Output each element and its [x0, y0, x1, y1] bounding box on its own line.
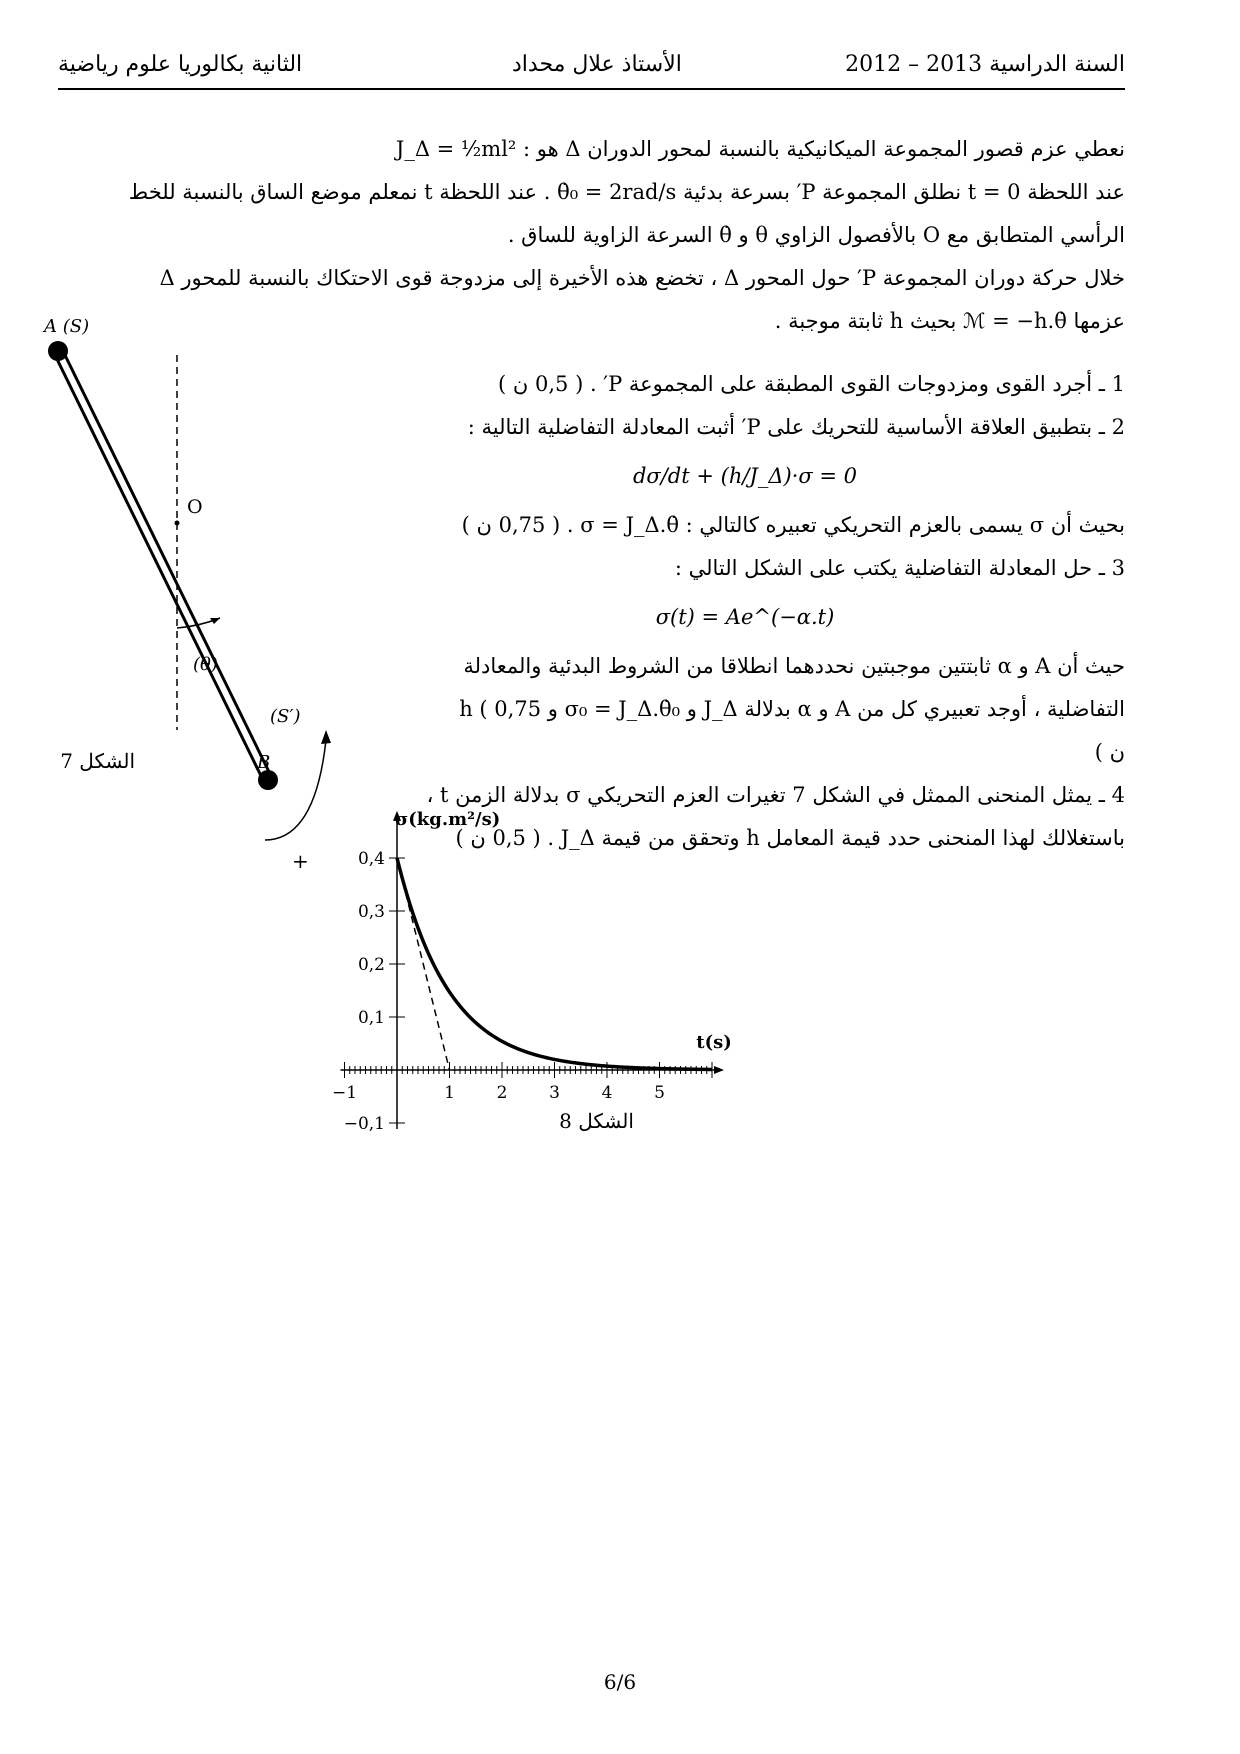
question-3-line-1: حيث أن A و α ثابتتين موجبتين نحددهما انطلاقا من الشروط البدئية والمعادلة [463, 654, 1125, 678]
sigma-curve [397, 858, 712, 1069]
label-plus: + [292, 849, 309, 873]
question-3-line-3: ن ) [1094, 740, 1125, 764]
y-tick-label: 0,4 [357, 849, 385, 869]
question-2: 2 ـ بتطبيق العلاقة الأساسية للتحريك على P′ أثبت المعادلة التفاضلية التالية : [467, 415, 1125, 439]
mass-A [48, 341, 68, 361]
y-axis-label: σ(kg.m²/s) [395, 808, 501, 830]
x-tick-label: 5 [654, 1083, 665, 1103]
label-S-prime: (S′) [270, 706, 301, 727]
x-tick-label: 2 [496, 1083, 508, 1103]
x-tick-label: 3 [549, 1083, 560, 1103]
intro-line-3: الرأسي المتطابق مع O بالأفصول الزاوي θ و θ̇ السرعة الزاوية للساق . [507, 223, 1125, 247]
questions-block [365, 363, 1125, 860]
figure-7-rod-diagram [40, 310, 380, 900]
page-number: 6/6 [603, 1670, 637, 1694]
question-3: 3 ـ حل المعادلة التفاضلية يكتب على الشكل التالي : [674, 556, 1125, 580]
pivot-O [175, 521, 180, 526]
label-A: A (S) [44, 316, 90, 337]
intro-line-5: عزمها ℳ = −h.θ̇ بحيث h ثابتة موجبة . [774, 309, 1125, 333]
question-4-line-2: باستغلالك لهذا المنحنى حدد قيمة المعامل h وتحقق من قيمة J_Δ . ( 0,5 ن ) [455, 826, 1125, 850]
header-class-label: الثانية بكالوريا علوم رياضية [58, 52, 303, 77]
header-school-year: السنة الدراسية 2013 – 2012 [845, 52, 1125, 77]
rotation-arrowhead [321, 730, 331, 744]
x-tick-label: 4 [601, 1083, 613, 1103]
label-theta: (θ) [193, 654, 218, 675]
header-teacher-name: الأستاذ علال محداد [512, 52, 682, 77]
y-tick-label: 0,3 [357, 902, 385, 922]
intro-line-2: عند اللحظة t = 0 نطلق المجموعة P′ بسرعة بدئية θ̇₀ = 2rad/s . عند اللحظة t نمعلم موضع الساق بالنسبة للخط [128, 180, 1125, 204]
y-tick-label: −0,1 [343, 1114, 385, 1134]
label-O: O [187, 496, 203, 518]
x-axis-arrow [714, 1066, 724, 1074]
question-2-note: بحيث أن σ يسمى بالعزم التحريكي تعبيره كالتالي : σ = J_Δ.θ̇ . ( 0,75 ن ) [461, 513, 1125, 537]
y-tick-label: 0,1 [357, 1008, 385, 1028]
rod-outer-left [54, 353, 264, 782]
x-tick-label: 1 [444, 1083, 455, 1103]
figure-8-caption: الشكل 8 [559, 1109, 634, 1133]
question-1: 1 ـ أجرد القوى ومزدوجات القوى المطبقة على المجموعة P′ . ( 0,5 ن ) [498, 372, 1125, 396]
figure-7-caption: الشكل 7 [60, 749, 135, 773]
question-3-equation: σ(t) = Ae^(−α.t) [655, 605, 835, 629]
x-tick-label: −1 [331, 1083, 358, 1103]
y-tick-label: 0,2 [357, 955, 385, 975]
header-rule [58, 88, 1125, 90]
intro-line-1: نعطي عزم قصور المجموعة الميكانيكية بالنسبة لمحور الدوران Δ هو : J_Δ = ½ml² [395, 137, 1125, 161]
x-axis-label: t(s) [696, 1032, 732, 1053]
rod-outer-right [62, 349, 272, 778]
label-B: B [257, 752, 271, 773]
question-4-line-1: 4 ـ يمثل المنحنى الممثل في الشكل 7 تغيرات العزم التحريكي σ بدلالة الزمن t ، [426, 783, 1125, 807]
question-2-equation: dσ/dt + (h/J_Δ)·σ = 0 [632, 464, 858, 488]
rotation-arc [265, 740, 326, 840]
mass-B [258, 770, 278, 790]
intro-line-4: خلال حركة دوران المجموعة P′ حول المحور Δ ، تخضع هذه الأخيرة إلى مزدوجة قوى الاحتكاك بالنسبة للمحور Δ [159, 266, 1125, 290]
question-3-line-2: التفاضلية ، أوجد تعبيري كل من A و α بدلالة J_Δ و σ₀ = J_Δ.θ̇₀ و h ( 0,75 [459, 697, 1125, 721]
